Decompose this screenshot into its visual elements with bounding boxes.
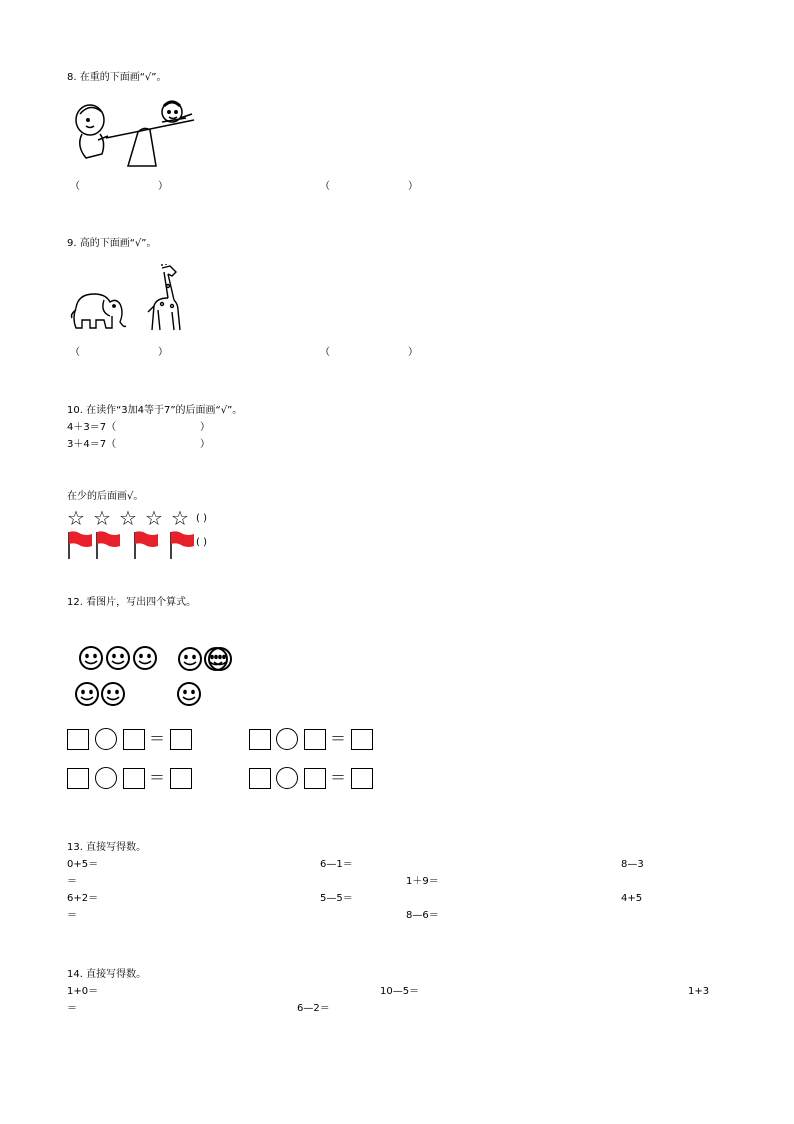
operator-circle[interactable] <box>276 767 298 789</box>
q14-item: ＝ <box>67 1003 77 1014</box>
q13-item: 4+5 <box>621 893 643 904</box>
q13-item: 0+5＝ <box>67 859 99 870</box>
star-icon: ☆ <box>119 506 137 530</box>
equals-sign: ＝ <box>149 768 166 787</box>
q13-item: 8—6＝ <box>406 910 439 921</box>
equals-sign: ＝ <box>330 768 347 787</box>
star-icon: ☆ <box>93 506 111 530</box>
answer-box[interactable] <box>123 729 145 750</box>
elephant-illustration <box>70 288 128 332</box>
answer-box[interactable] <box>351 768 373 789</box>
star-icon: ☆ <box>67 506 85 530</box>
q10-line-2-close: ） <box>200 439 210 450</box>
answer-box[interactable] <box>249 729 271 750</box>
q14-item: 1+0＝ <box>67 986 99 997</box>
q10-line-1: 4＋3＝7（ <box>67 422 117 433</box>
q8-title: 8. 在重的下面画“√”。 <box>67 72 167 83</box>
q13-item: 5—5＝ <box>320 893 353 904</box>
operator-circle[interactable] <box>95 767 117 789</box>
giraffe-illustration <box>146 264 186 334</box>
q9-answer-left-close: ） <box>158 347 168 358</box>
answer-box[interactable] <box>249 768 271 789</box>
q13-item: 8—3 <box>621 859 644 870</box>
answer-box[interactable] <box>170 768 192 789</box>
operator-circle[interactable] <box>276 728 298 750</box>
q13-item: 6—1＝ <box>320 859 353 870</box>
q11-stars-answer: ( ) <box>196 513 207 524</box>
flag-icon <box>95 530 121 560</box>
answer-box[interactable] <box>123 768 145 789</box>
q9-answer-right-close: ） <box>408 347 418 358</box>
answer-box[interactable] <box>67 768 89 789</box>
answer-box[interactable] <box>304 729 326 750</box>
q11-flags-answer: ( ) <box>196 537 207 548</box>
star-icon: ☆ <box>171 506 189 530</box>
flag-icon <box>169 530 195 560</box>
q10-line-1-close: ） <box>200 422 210 433</box>
operator-circle[interactable] <box>95 728 117 750</box>
q8-answer-right-close: ） <box>408 181 418 192</box>
answer-box[interactable] <box>351 729 373 750</box>
q8-answer-left-open: （ <box>70 181 80 192</box>
q9-title: 9. 高的下面画“√”。 <box>67 238 157 249</box>
q11-title: 在少的后面画√。 <box>67 491 144 502</box>
q14-item: 6—2＝ <box>297 1003 330 1014</box>
q13-item: 1＋9＝ <box>406 876 439 887</box>
answer-box[interactable] <box>170 729 192 750</box>
q8-answer-left-close: ） <box>158 181 168 192</box>
equals-sign: ＝ <box>330 729 347 748</box>
answer-box[interactable] <box>67 729 89 750</box>
q8-answer-right-open: （ <box>320 181 330 192</box>
flag-icon <box>133 530 159 560</box>
seesaw-children-illustration <box>68 96 200 172</box>
q10-line-2: 3＋4＝7（ <box>67 439 117 450</box>
q13-item: 6+2＝ <box>67 893 99 904</box>
smiley-face-icon <box>207 646 233 672</box>
q13-title: 13. 直接写得数。 <box>67 842 147 853</box>
equals-sign: ＝ <box>149 729 166 748</box>
q9-answer-right-open: （ <box>320 347 330 358</box>
star-icon: ☆ <box>145 506 163 530</box>
q13-item: ＝ <box>67 910 77 921</box>
q12-title: 12. 看图片，写出四个算式。 <box>67 597 197 608</box>
answer-box[interactable] <box>304 768 326 789</box>
q14-item: 10—5＝ <box>380 986 420 997</box>
q13-item: ＝ <box>67 876 77 887</box>
q14-item: 1+3 <box>688 986 710 997</box>
q9-answer-left-open: （ <box>70 347 80 358</box>
q14-title: 14. 直接写得数。 <box>67 969 147 980</box>
q10-title: 10. 在读作“3加4等于7”的后面画“√”。 <box>67 405 243 416</box>
flag-icon <box>67 530 93 560</box>
